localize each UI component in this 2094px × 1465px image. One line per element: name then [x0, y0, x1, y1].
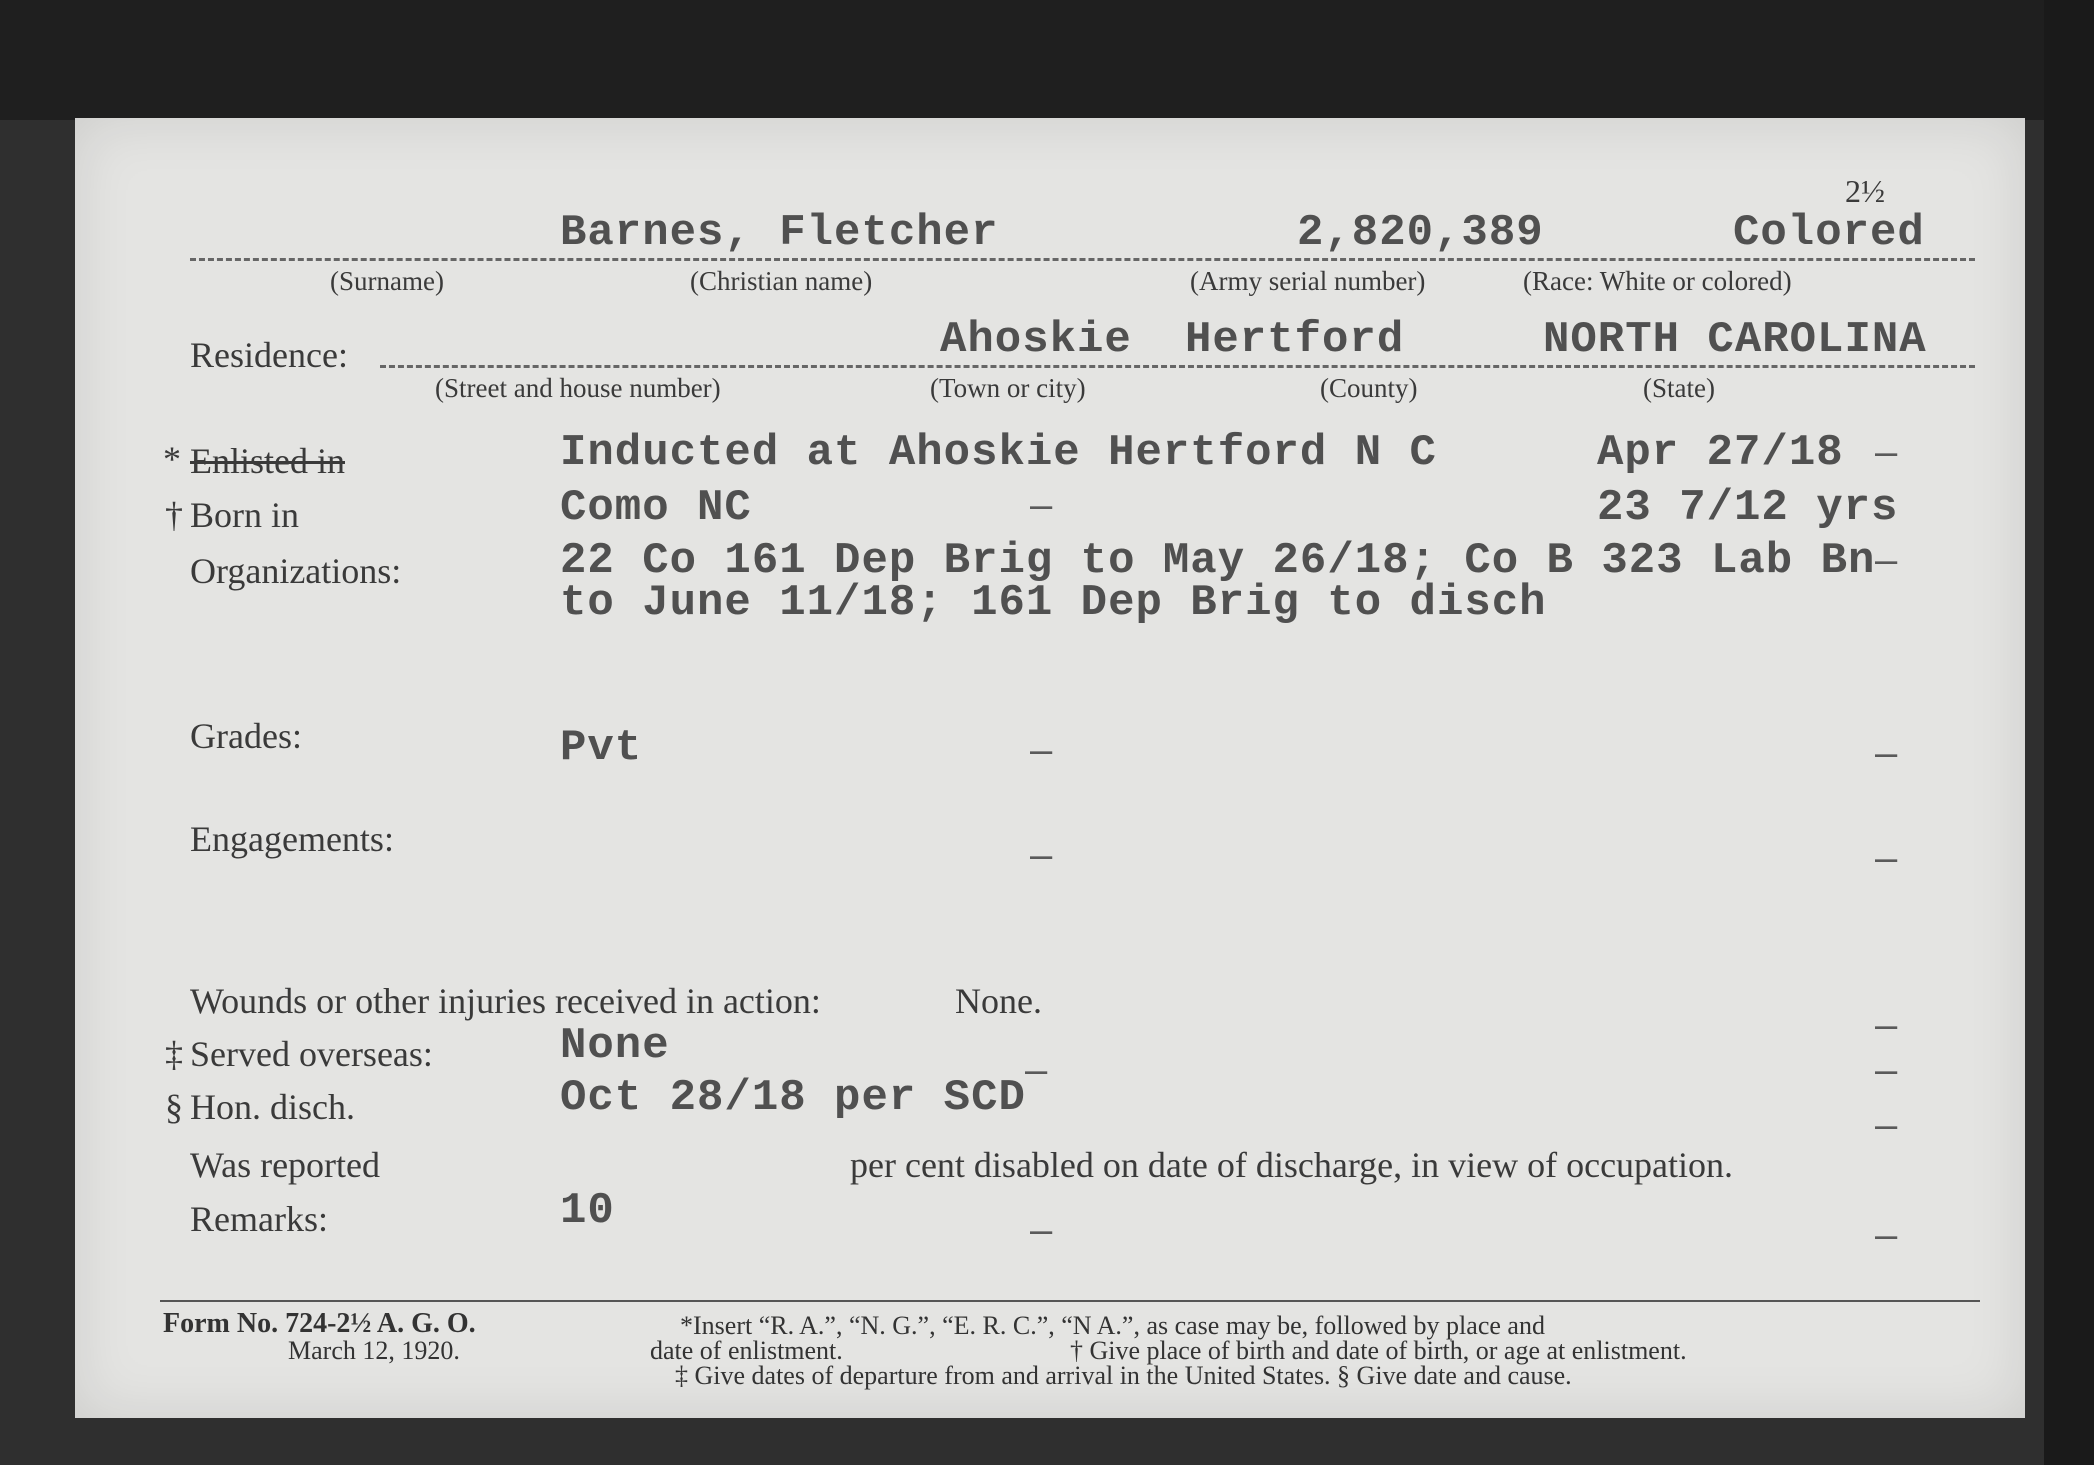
dash-mark: –	[1875, 430, 1898, 474]
form-date: March 12, 1920.	[288, 1336, 460, 1365]
caption-race: (Race: White or colored)	[1523, 266, 1792, 296]
footnote-insert: *Insert “R. A.”, “N. G.”, “E. R. C.”, “N A.”, as case may be, followed by place and	[680, 1311, 1545, 1340]
born-mark: †	[165, 495, 183, 535]
residence-state: NORTH CAROLINA	[1543, 315, 1927, 365]
dash-mark: –	[1875, 1103, 1898, 1147]
caption-town: (Town or city)	[930, 373, 1086, 403]
fraction-mark: 2½	[1845, 173, 1885, 209]
birth-place: Como NC	[560, 483, 752, 533]
hon-disch-label: Hon. disch.	[190, 1087, 355, 1127]
caption-state: (State)	[1643, 373, 1715, 403]
residence-town: Ahoskie	[940, 315, 1132, 365]
residence-label: Residence:	[190, 335, 348, 375]
dash-mark: –	[1030, 833, 1053, 877]
scan-right-border	[2044, 0, 2094, 1465]
organizations-line-2: to June 11/18; 161 Dep Brig to disch	[560, 578, 1547, 628]
wounds-label: Wounds or other injuries received in action:	[190, 981, 821, 1021]
organizations-line-1: 22 Co 161 Dep Brig to May 26/18; Co B 323 Lab Bn	[560, 536, 1876, 586]
born-label: Born in	[190, 495, 300, 535]
footnote-enlistment: date of enlistment.	[650, 1336, 843, 1365]
age-at-enlistment: 23 7/12 yrs	[1597, 483, 1899, 533]
service-record-card	[75, 118, 2025, 1418]
dash-mark: –	[1030, 1208, 1053, 1252]
dash-mark: –	[1875, 1048, 1898, 1092]
dash-mark: –	[1875, 731, 1898, 775]
organizations-label: Organizations:	[190, 551, 402, 591]
caption-serial-number: (Army serial number)	[1190, 266, 1426, 296]
caption-street: (Street and house number)	[435, 373, 721, 403]
inducted-place: Inducted at Ahoskie Hertford N C	[560, 428, 1437, 478]
footer-rule	[160, 1300, 1980, 1302]
footnote-overseas-discharge: ‡ Give dates of departure from and arrival in the United States. § Give date and cause.	[675, 1361, 1572, 1390]
caption-county: (County)	[1320, 373, 1418, 403]
residence-dotted-line	[380, 365, 1975, 368]
header-dotted-line	[190, 258, 1975, 261]
residence-county: Hertford	[1185, 315, 1405, 365]
enlisted-mark: *	[163, 439, 181, 479]
dash-mark: –	[1875, 1003, 1898, 1047]
percent-disabled-value: 10	[560, 1186, 615, 1236]
dash-mark: –	[1875, 836, 1898, 880]
surname-christian-name: Barnes, Fletcher	[560, 208, 999, 258]
army-serial-number: 2,820,389	[1297, 208, 1544, 258]
grades-label: Grades:	[190, 716, 302, 756]
percent-disabled-text: per cent disabled on date of discharge, in view of occupation.	[850, 1145, 1734, 1185]
overseas-label: Served overseas:	[190, 1034, 433, 1074]
dash-mark: –	[1030, 483, 1053, 527]
dash-mark: –	[1030, 728, 1053, 772]
remarks-label: Remarks:	[190, 1199, 328, 1239]
caption-christian-name: (Christian name)	[690, 266, 873, 296]
footnote-birth: † Give place of birth and date of birth, or age at enlistment.	[1070, 1336, 1687, 1365]
inducted-date: Apr 27/18	[1597, 428, 1844, 478]
wounds-value: None.	[955, 981, 1042, 1021]
dash-mark: –	[1875, 538, 1898, 582]
caption-surname: (Surname)	[330, 266, 444, 296]
grade-value: Pvt	[560, 723, 643, 773]
form-number: Form No. 724-2½ A. G. O.	[163, 1308, 476, 1339]
hon-disch-mark: §	[165, 1087, 183, 1127]
dash-mark: –	[1875, 1213, 1898, 1257]
overseas-value: None	[560, 1021, 670, 1071]
race: Colored	[1733, 208, 1925, 258]
dash-mark: –	[1025, 1048, 1048, 1092]
engagements-label: Engagements:	[190, 819, 394, 859]
overseas-mark: ‡	[165, 1034, 183, 1074]
hon-disch-value: Oct 28/18 per SCD	[560, 1073, 1026, 1123]
enlisted-label: Enlisted in	[190, 441, 345, 481]
was-reported-label: Was reported	[190, 1145, 381, 1185]
scan-top-border	[0, 0, 2094, 120]
